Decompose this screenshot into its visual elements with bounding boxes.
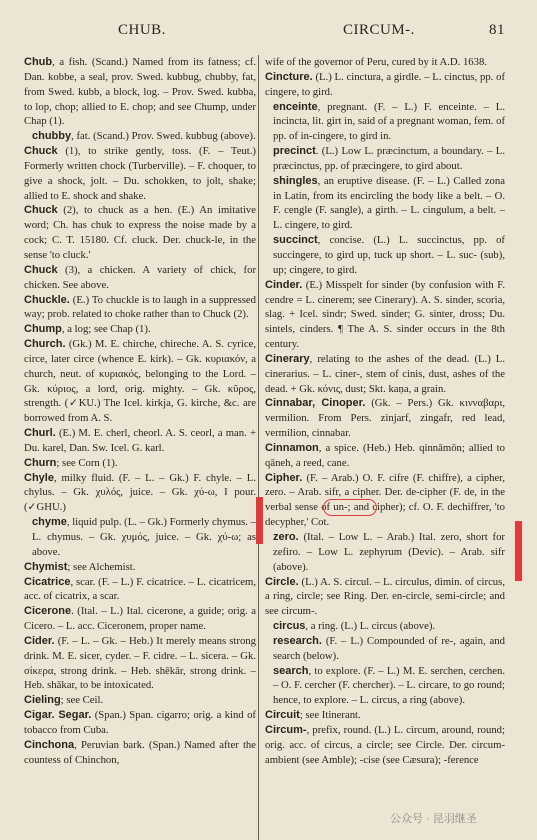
dictionary-entry [24, 144, 256, 203]
dictionary-entry [24, 337, 256, 426]
headword: Chymist [24, 560, 68, 573]
dictionary-entry [265, 575, 505, 620]
headword: Churn [24, 456, 57, 469]
entry-text: , a log; see Chap (1). [61, 323, 151, 336]
dictionary-entry [24, 634, 256, 693]
entry-text: ; see Ceil. [60, 694, 104, 707]
entry-text: (L.) L. cinctura, a girdle. – L. cinctus, pp. of cingere, to gird. [265, 70, 505, 98]
headword: Chuck [24, 145, 58, 158]
headword: Cigar. Segar. [24, 709, 92, 722]
entry-text: , a ring. (L.) L. circus (above). [305, 620, 436, 633]
dictionary-entry [265, 233, 505, 278]
entry-text: , Peruvian bark. (Span.) Named after the countess of Chinchon, [24, 738, 256, 766]
headword: Church. [24, 338, 66, 351]
dictionary-entry [265, 530, 505, 575]
headword: Chump [24, 323, 62, 336]
running-head-left: CHUB. [118, 22, 166, 38]
entry-text: , a spice. (Heb.) Heb. qinnāmōn; allied to qāneh, a reed, cane. [265, 441, 505, 469]
entry-text: (Gk. – Pers.) Gk. κινναβαρι, vermilion. From Pers. zinjarf, zingafr, red lead, vermilion, cinnabar. [265, 397, 506, 440]
dictionary-entry [265, 664, 505, 709]
entry-text: , prefix, round. (L.) L. circum, around, round; orig. acc. of circus, a circle; see Circle. Der. circum-ambient (see Amble); -cise (see Cæsura); -ference [265, 723, 505, 766]
entry-text: , relating to the ashes of the dead. (L.) L. cinerarius. – L. ciner-, stem of cinis, dust, ashes of the dead. + Gk. κόνις, dust; Skt. kaṇa, a grain. [265, 352, 505, 395]
right-column [265, 55, 505, 768]
dictionary-entry [24, 203, 256, 262]
headword: succinct [273, 234, 318, 247]
headword: Chuck [24, 204, 58, 217]
entry-text: (3), a chicken. A variety of chick, for chicken. See above. [24, 263, 256, 291]
entry-text: (F. – L. – Gk. – Heb.) It merely means strong drink. M. E. sicer, cyder. – F. cidre. – L. sicera. – Gk. σίκερα, strong drink. – Heb. shēkār, strong drink. – Heb. shākar, to be intoxicated. [24, 634, 256, 692]
entry-text: , fat. (Scand.) Prov. Swed. kubbug (above). [71, 130, 256, 143]
headword: Cider. [24, 634, 55, 647]
headword: Circle. [265, 575, 299, 588]
dictionary-entry [265, 174, 505, 233]
dictionary-entry [24, 575, 256, 605]
headword: Cinder. [265, 278, 303, 291]
dictionary-entry [24, 55, 256, 129]
dictionary-entry [265, 278, 505, 352]
headword: chubby [32, 130, 72, 143]
entry-text: (1), to strike gently, toss. (F. – Teut.) Formerly written chock (Turberville). – F. choquer, to give a shock, jolt. – Du. schokken, to jolt, shake; allied to E. shock and shake. [24, 145, 256, 202]
headword: shingles [273, 174, 318, 187]
headword: Circum- [265, 723, 307, 736]
dictionary-entry [24, 322, 256, 337]
headword: search [273, 664, 309, 677]
dictionary-entry [265, 471, 505, 530]
headword: Cicatrice [24, 575, 71, 588]
dictionary-entry [265, 708, 505, 723]
dictionary-entry [24, 693, 256, 708]
dictionary-entry [265, 396, 505, 441]
entry-text: (Span.) Span. cigarro; orig. a kind of tobacco from Cuba. [24, 709, 256, 736]
entry-text: (Ital. – Low L. – Arab.) Ital. zero, short for zefiro. – Low L. zephyrum (Devic). – Arab. sifr (above). [273, 531, 505, 573]
dictionary-entry [265, 55, 505, 70]
dictionary-entry [265, 441, 505, 471]
headword: Cinchona [24, 738, 75, 751]
entry-text: , scar. (F. – L.) F. cicatrice. – L. cicatricem, acc. of cicatrix, a scar. [24, 575, 256, 603]
entry-text: (Gk.) M. E. chirche, chireche. A. S. cyrice, circe, later circe (whence E. kirk). – Gk. κυριακόν, a church, neut. of κυριακός, belonging to the Lord. – Gk. κύριος, a lord, orig. mighty. – Gk. κῦρος, strength. (✓KU.) The Icel. kirkja, G. kirche, &c. are borrowed from A. S. [24, 338, 256, 425]
headword: precinct [273, 145, 316, 158]
dictionary-entry [24, 708, 256, 738]
entry-text: ; see Corn (1). [56, 456, 118, 469]
entry-text: (E.) M. E. cherl, cheorl. A. S. ceorl, a man. + Du. karel, Dan. Sw. Icel. G. karl. [24, 427, 256, 454]
headword: Cicerone [24, 605, 72, 618]
entry-text: , milky fluid. (F. – L. – Gk.) F. chyle. – L. chylus. – Gk. χυλός, juice. – Gk. χύ-ω, I pour. (✓GHU.) [24, 471, 256, 514]
headword: circus [273, 620, 306, 633]
dictionary-entry [24, 129, 256, 144]
left-column [24, 55, 256, 768]
watermark: 公众号 · 昆羽继圣 [390, 810, 477, 826]
dictionary-entry [24, 426, 256, 456]
headword: Chub [24, 56, 53, 68]
dictionary-entry [24, 604, 256, 634]
dictionary-entry [265, 723, 505, 768]
entry-text: wife of the governor of Peru, cured by it A.D. 1638. [265, 56, 488, 68]
headword: Chyle [24, 471, 54, 484]
dictionary-entry [24, 738, 256, 768]
entry-text: , to explore. (F. – L.) M. E. serchen, cerchen. – O. F. cercher (F. chercher). – L. circare, to go round; hence, to explore. – L. circus, a ring (above). [273, 664, 505, 707]
dictionary-entry [24, 471, 256, 516]
headword: Cieling [24, 694, 61, 707]
dictionary-entry [24, 456, 256, 471]
entry-text: (E.) Misspelt for sinder (by confusion with F. cendre = L. cinerem; see Cinerary). A. S. sinder, scoria, slag. + Icel. sindr; Swed. sinder; G. sinter, dross; Du. sintels, cinders. ¶ The A. S. sinder occurs in the 8th century. [265, 278, 505, 351]
entry-text: ; see Alchemist. [67, 560, 136, 573]
headword: Cincture. [265, 70, 313, 83]
entry-text: , a fish. (Scand.) Named from its fatness; cf. Dan. kobbe, a seal, prov. Swed. kubbug, chubby, fat, from Swed. kubb, a block, log. – Prov. Swed. kubba, to lop, chop; allied to E. chop; and see Chump, under Chap (1). [24, 56, 256, 128]
headword: Cinerary [265, 352, 310, 365]
dictionary-entry [265, 100, 505, 145]
dictionary-entry [265, 619, 505, 634]
dictionary-entry [265, 144, 505, 174]
headword: Cinnabar, Cinoper. [265, 397, 366, 410]
headword: Cinnamon [265, 441, 319, 454]
headword: enceinte [273, 100, 318, 113]
headword: Chuck [24, 263, 58, 276]
entry-text: (E.) To chuckle is to laugh in a suppressed way; prob. related to choke rather than to Chuck (2). [24, 293, 256, 321]
entry-text: , pregnant. (F. – L.) F. enceinte. – L. incincta, lit. girt in, said of a pregnant woman, fem. of pp. of in-cingere, to gird in. [273, 100, 505, 143]
entry-text: (L.) A. S. circul. – L. circulus, dimin. of circus, a ring, circle; see Ring. Der. en-circle, semi-circle; and see circum-. [265, 575, 505, 618]
headword: Chuckle. [24, 293, 70, 306]
dictionary-entry [24, 515, 256, 560]
entry-text: (F. – L.) Compounded of re-, again, and search (below). [273, 634, 505, 662]
entry-text: . (L.) Low L. præcinctum, a boundary. – L. præcinctus, pp. of præcingere, to gird about. [273, 145, 505, 172]
dictionary-entry [265, 352, 505, 397]
entry-text: (2), to chuck as a hen. (E.) An imitative word; Ch. has chuk to express the noise made by a cock; C. T. 15180. Cf. cluck. Der. chuck-le, in the sense 'to cluck.' [24, 204, 256, 261]
entry-text: , concise. (L.) L. succinctus, pp. of succingere, to gird up, tuck up short. – L. suc- (sub), up; cingere, to gird. [273, 234, 505, 276]
headword: chyme [32, 516, 67, 529]
headword: research. [273, 634, 322, 647]
dictionary-entry [24, 293, 256, 323]
entry-text: , an eruptive disease. (F. – L.) Called zona in Latin, from its encircling the body like a belt. – O. F. cengle (F. sangle), a girth. – L. cingulum, a belt. – L. cingere, to gird. [273, 174, 505, 232]
headword: Churl. [24, 427, 56, 440]
dictionary-entry [265, 634, 505, 664]
dictionary-entry [24, 263, 256, 293]
entry-text: . (Ital. – L.) Ital. cicerone, a guide; orig. a Cicero. – L. acc. Ciceronem, proper name. [24, 605, 256, 633]
dictionary-entry [265, 70, 505, 100]
entry-text: (F. – Arab.) O. F. cifre (F. chiffre), a cipher, zero. – Arab. sifr, a cipher. Der. de-cipher (F. de, in the verbal sense of un-; and cipher); cf. O. F. dechiffrer, 'to decypher,' Cot. [265, 471, 505, 529]
highlight-circle [323, 499, 377, 516]
page-header [0, 22, 537, 44]
headword: Circuit [265, 709, 300, 722]
headword: Cipher. [265, 471, 303, 484]
running-head-right: CIRCUM-. [343, 22, 415, 38]
headword: zero. [273, 531, 299, 543]
page-number: 81 [489, 22, 505, 38]
highlight-bar-left [256, 497, 263, 544]
column-divider [258, 55, 259, 840]
dictionary-entry [24, 560, 256, 575]
highlight-bar-right [515, 521, 522, 581]
entry-text: , liquid pulp. (L. – Gk.) Formerly chymus. – L. chymus. – Gk. χυμός, juice. – Gk. χύ-ω; as above. [32, 516, 256, 558]
entry-text: ; see Itinerant. [299, 709, 361, 722]
